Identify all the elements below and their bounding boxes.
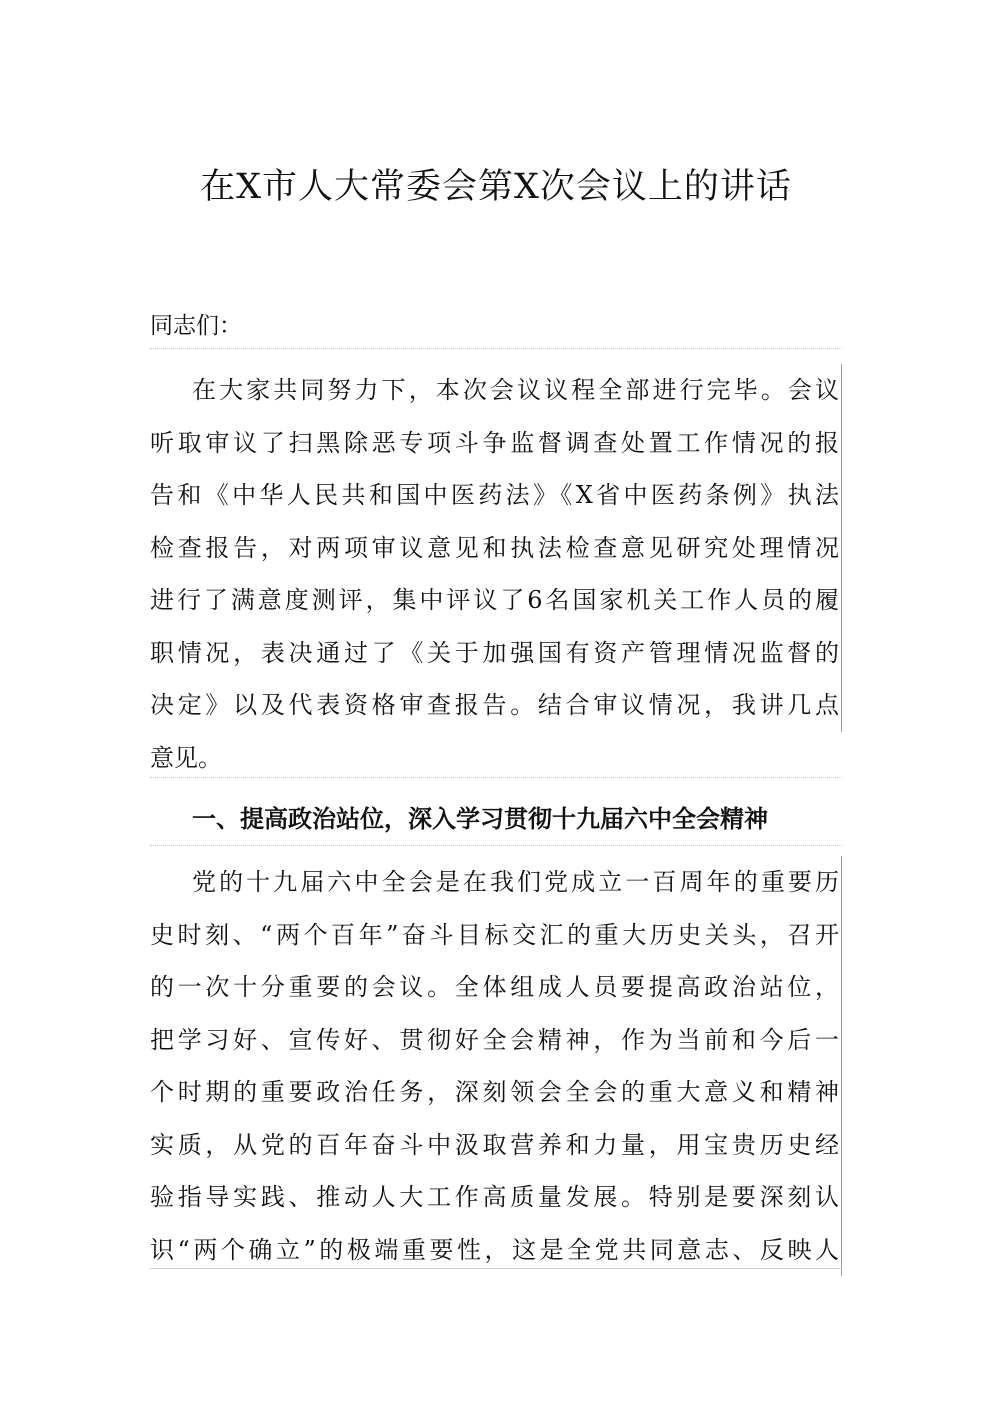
- section-heading: 一、提高政治站位，深入学习贯彻十九届六中全会精神: [192, 805, 768, 833]
- paragraph-line: 在大家共同努力下，本次会议议程全部进行完毕。会议: [150, 364, 842, 417]
- divider: [150, 845, 842, 846]
- paragraph-line: 进行了满意度测评，集中评议了6名国家机关工作人员的履: [150, 574, 842, 627]
- paragraph-line: 告和《中华人民共和国中医药法》《X省中医药条例》执法: [150, 469, 842, 522]
- paragraph-line: 把学习好、宣传好、贯彻好全会精神，作为当前和今后一: [150, 1014, 842, 1067]
- paragraph-line: 的一次十分重要的会议。全体组成人员要提高政治站位，: [150, 961, 842, 1014]
- paragraph-2: [150, 856, 842, 1276]
- bottom-rule: [150, 1268, 842, 1269]
- paragraph-line: 意见。: [150, 743, 222, 772]
- paragraph-1: [150, 364, 842, 784]
- paragraph-line: 验指导实践、推动人大工作高质量发展。特别是要深刻认: [150, 1171, 842, 1224]
- paragraph-line: 党的十九届六中全会是在我们党成立一百周年的重要历: [150, 856, 842, 909]
- divider: [150, 777, 842, 778]
- paragraph-line: 识“两个确立”的极端重要性，这是全党共同意志、反映人: [150, 1224, 842, 1277]
- paragraph-line: 职情况，表决通过了《关于加强国有资产管理情况监督的: [150, 627, 842, 680]
- salutation: 同志们：: [150, 313, 242, 339]
- divider: [150, 348, 842, 349]
- paragraph-line: 听取审议了扫黑除恶专项斗争监督调查处置工作情况的报: [150, 417, 842, 470]
- document-title: 在X市人大常委会第X次会议上的讲话: [200, 167, 792, 207]
- paragraph-line: 决定》以及代表资格审查报告。结合审议情况，我讲几点: [150, 679, 842, 732]
- paragraph-line: 检查报告，对两项审议意见和执法检查意见研究处理情况: [150, 522, 842, 575]
- paragraph-line: 个时期的重要政治任务，深刻领会全会的重大意义和精神: [150, 1066, 842, 1119]
- paragraph-line: 实质，从党的百年奋斗中汲取营养和力量，用宝贵历史经: [150, 1119, 842, 1172]
- paragraph-line: 史时刻、“两个百年”奋斗目标交汇的重大历史关头，召开: [150, 909, 842, 962]
